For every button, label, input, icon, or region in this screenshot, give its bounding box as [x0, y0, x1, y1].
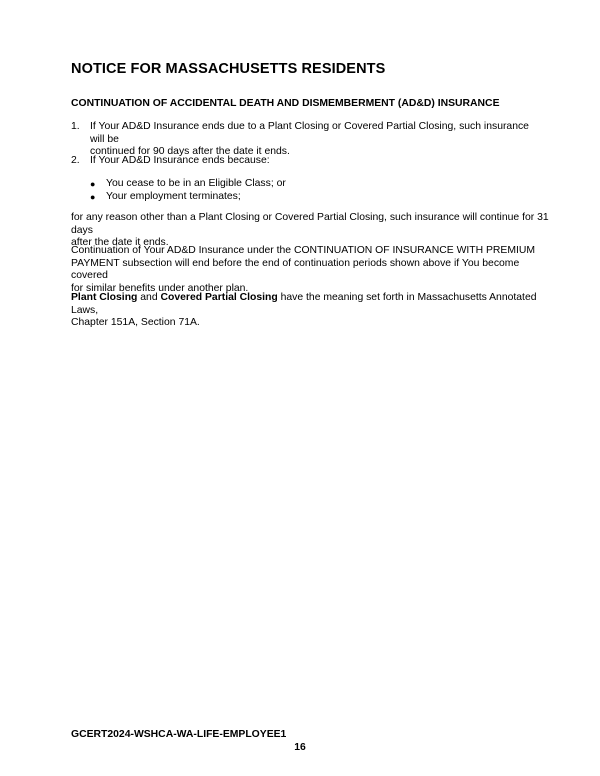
form-code: GCERT2024-WSHCA-WA-LIFE-EMPLOYEE1: [71, 729, 287, 740]
bullet-item: [90, 191, 286, 204]
paragraph-line: after the date it ends.: [71, 237, 169, 249]
bullet-text: You cease to be in an Eligible Class; or: [106, 178, 286, 189]
numbered-item-2: [71, 155, 541, 168]
defined-term-covered-partial-closing: Covered Partial Closing: [160, 292, 278, 303]
section-heading: CONTINUATION OF ACCIDENTAL DEATH AND DISMEMBERMENT (AD&D) INSURANCE: [71, 98, 500, 109]
bullet-icon: ●: [90, 179, 96, 189]
item-line: continued for 90 days after the date it ends.: [90, 146, 290, 158]
item-number: 2.: [71, 155, 80, 166]
item-line: If Your AD&D Insurance ends because:: [90, 155, 270, 166]
bullet-icon: ●: [90, 191, 96, 202]
paragraph-line: have the meaning set forth in Massachusetts Annotated Laws,: [71, 292, 537, 316]
bullet-list: [90, 178, 286, 203]
bullet-text: Your employment terminates;: [106, 190, 241, 202]
numbered-item-1: [71, 121, 541, 159]
paragraph-line: Chapter 151A, Section 71A.: [71, 317, 200, 329]
item-text: [90, 121, 541, 159]
item-number: 1.: [71, 121, 80, 132]
premium-payment-paragraph: [71, 245, 551, 295]
bullet-item: [90, 178, 286, 191]
conjunction-text: and: [137, 292, 161, 303]
defined-term-plant-closing: Plant Closing: [71, 292, 138, 303]
paragraph-line: for similar benefits under another plan.: [71, 282, 249, 294]
paragraph-line: Continuation of Your AD&D Insurance under the CONTINUATION OF INSURANCE WITH PREMIUM: [71, 245, 536, 256]
page-title: NOTICE FOR MASSACHUSETTS RESIDENTS: [71, 61, 386, 77]
page-number: 16: [294, 742, 306, 753]
item-line: If Your AD&D Insurance ends due to a Plant Closing or Covered Partial Closing, such insurance will be: [90, 121, 529, 145]
paragraph-line: for any reason other than a Plant Closing or Covered Partial Closing, such insurance will continue for 31 days: [71, 212, 549, 236]
definition-paragraph: [71, 292, 551, 330]
item-text: [90, 155, 541, 168]
paragraph-line: PAYMENT subsection will end before the end of continuation periods shown above if You become covered: [71, 257, 520, 282]
